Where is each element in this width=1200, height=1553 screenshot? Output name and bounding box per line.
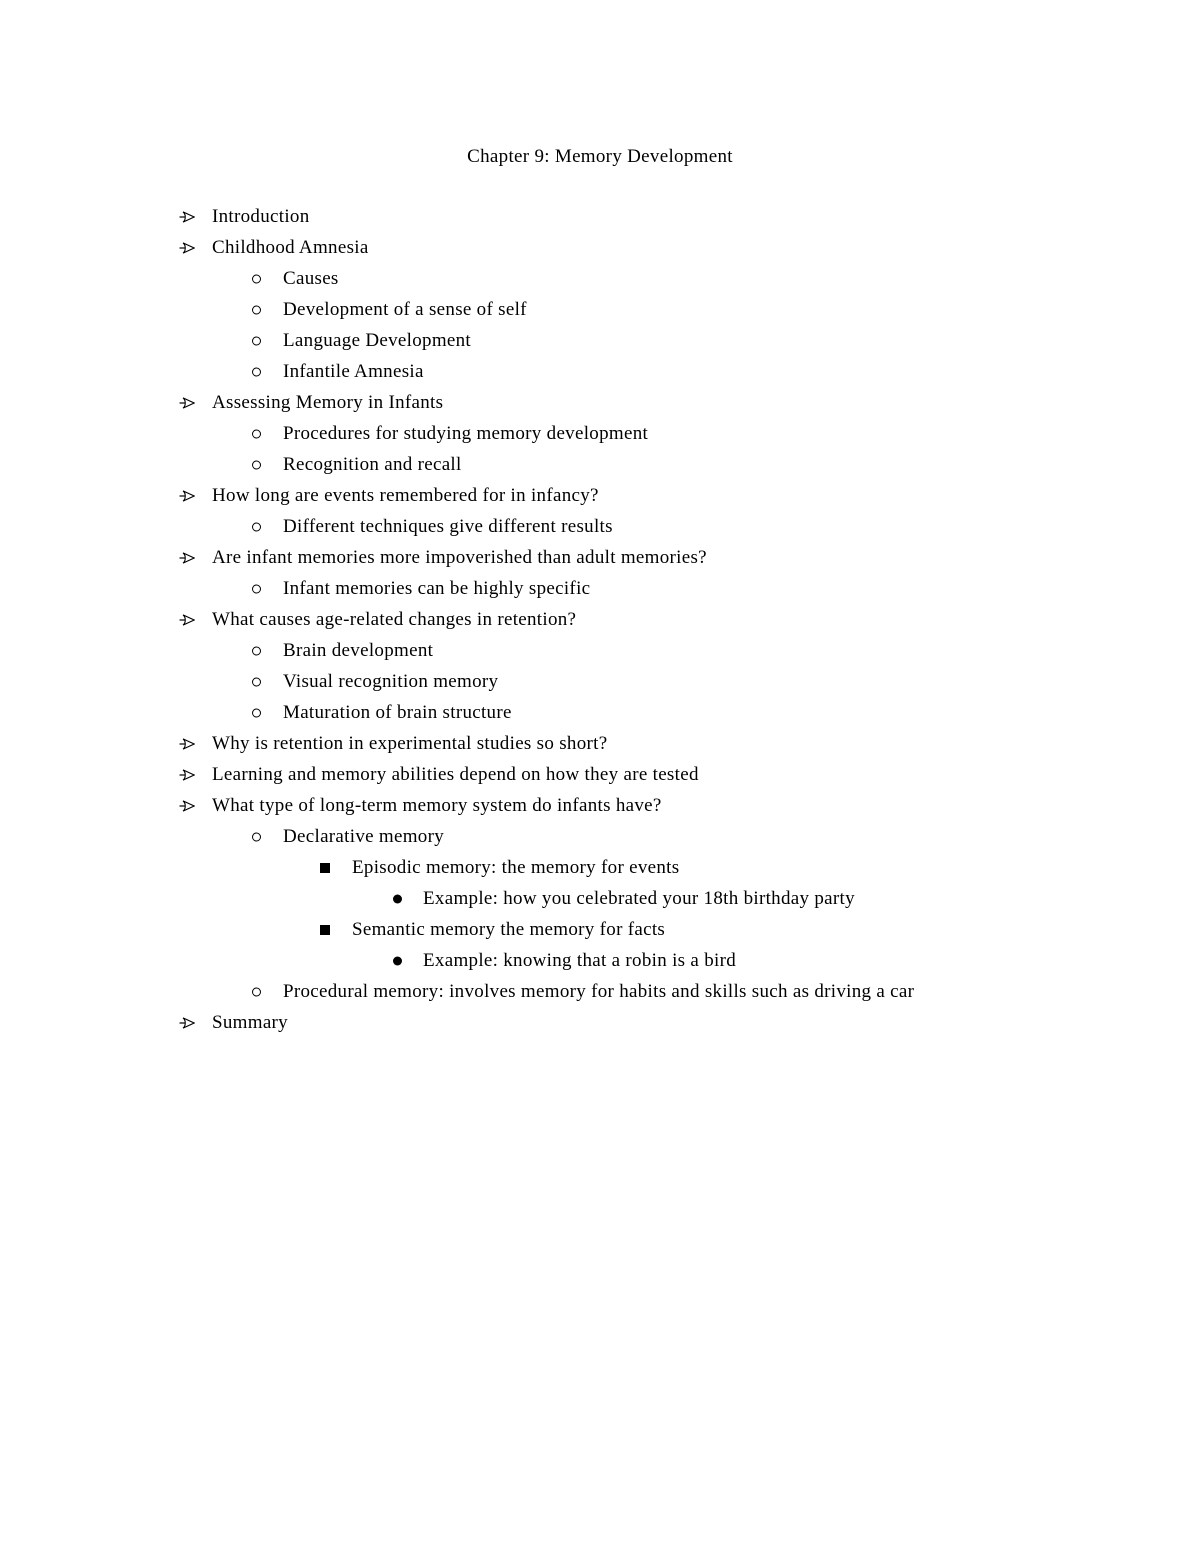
outline-item	[0, 449, 1200, 480]
outline-item	[0, 945, 1200, 976]
outline-item	[0, 790, 1200, 821]
outline-item-text: What type of long-term memory system do infants have?	[212, 795, 662, 816]
outline-item-text: Recognition and recall	[283, 454, 462, 475]
outline-item-text: Infant memories can be highly specific	[283, 578, 591, 599]
outline-item-text: Summary	[212, 1012, 288, 1033]
circle-bullet-icon	[252, 708, 261, 717]
outline-item-text: Procedures for studying memory development	[283, 423, 649, 444]
circle-bullet-icon	[252, 677, 261, 686]
outline-item	[0, 201, 1200, 232]
arrow-bullet-icon	[179, 242, 195, 254]
outline-item	[0, 418, 1200, 449]
circle-bullet-icon	[252, 522, 261, 531]
outline-item	[0, 852, 1200, 883]
outline-item	[0, 263, 1200, 294]
outline-item	[0, 511, 1200, 542]
outline-item-text: Learning and memory abilities depend on how they are tested	[212, 764, 699, 785]
disc-bullet-icon	[393, 956, 402, 965]
outline-item-text: Causes	[283, 268, 339, 289]
circle-bullet-icon	[252, 460, 261, 469]
outline-item-text: Why is retention in experimental studies so short?	[212, 733, 608, 754]
outline-item-text: Introduction	[212, 206, 310, 227]
document-title: Chapter 9: Memory Development	[467, 146, 733, 167]
outline-item	[0, 387, 1200, 418]
outline-item	[0, 573, 1200, 604]
circle-bullet-icon	[252, 305, 261, 314]
outline-item-text: Brain development	[283, 640, 434, 661]
circle-bullet-icon	[252, 274, 261, 283]
arrow-bullet-icon	[179, 490, 195, 502]
disc-bullet-icon	[393, 894, 402, 903]
outline-item	[0, 666, 1200, 697]
outline-item-text: Example: knowing that a robin is a bird	[423, 950, 736, 971]
outline-item	[0, 821, 1200, 852]
circle-bullet-icon	[252, 584, 261, 593]
outline-item-text: Development of a sense of self	[283, 299, 527, 320]
outline-item	[0, 883, 1200, 914]
circle-bullet-icon	[252, 367, 261, 376]
outline-item-text: How long are events remembered for in infancy?	[212, 485, 599, 506]
outline-item	[0, 604, 1200, 635]
outline-item-text: Language Development	[283, 330, 472, 351]
arrow-bullet-icon	[179, 614, 195, 626]
outline-item	[0, 232, 1200, 263]
outline-item	[0, 914, 1200, 945]
outline-item	[0, 294, 1200, 325]
outline-item	[0, 728, 1200, 759]
circle-bullet-icon	[252, 336, 261, 345]
square-bullet-icon	[320, 863, 330, 873]
outline-item-text: Childhood Amnesia	[212, 237, 369, 258]
outline-item	[0, 480, 1200, 511]
arrow-bullet-icon	[179, 738, 195, 750]
arrow-bullet-icon	[179, 211, 195, 223]
outline-item-text: Are infant memories more impoverished than adult memories?	[212, 547, 707, 568]
circle-bullet-icon	[252, 646, 261, 655]
outline-item	[0, 1007, 1200, 1038]
arrow-bullet-icon	[179, 800, 195, 812]
square-bullet-icon	[320, 925, 330, 935]
outline-item-text: Declarative memory	[283, 826, 445, 847]
outline-item-text: Maturation of brain structure	[283, 702, 512, 723]
outline-item-text: Example: how you celebrated your 18th birthday party	[423, 888, 855, 909]
outline-item-text: Assessing Memory in Infants	[212, 392, 444, 413]
outline-item	[0, 635, 1200, 666]
outline-item	[0, 542, 1200, 573]
outline-item	[0, 325, 1200, 356]
outline-item-text: What causes age-related changes in retention?	[212, 609, 577, 630]
outline-item	[0, 759, 1200, 790]
outline-item	[0, 356, 1200, 387]
outline-item	[0, 697, 1200, 728]
circle-bullet-icon	[252, 987, 261, 996]
outline-item-text: Episodic memory: the memory for events	[352, 857, 680, 878]
outline-item-text: Visual recognition memory	[283, 671, 499, 692]
arrow-bullet-icon	[179, 397, 195, 409]
circle-bullet-icon	[252, 832, 261, 841]
outline-item-text: Procedural memory: involves memory for habits and skills such as driving a car	[283, 981, 915, 1002]
circle-bullet-icon	[252, 429, 261, 438]
outline-item	[0, 976, 1200, 1007]
outline-item-text: Different techniques give different results	[283, 516, 613, 537]
outline-list	[0, 201, 1200, 1038]
arrow-bullet-icon	[179, 552, 195, 564]
arrow-bullet-icon	[179, 1017, 195, 1029]
outline-item-text: Semantic memory the memory for facts	[352, 919, 666, 940]
outline-item-text: Infantile Amnesia	[283, 361, 424, 382]
arrow-bullet-icon	[179, 769, 195, 781]
